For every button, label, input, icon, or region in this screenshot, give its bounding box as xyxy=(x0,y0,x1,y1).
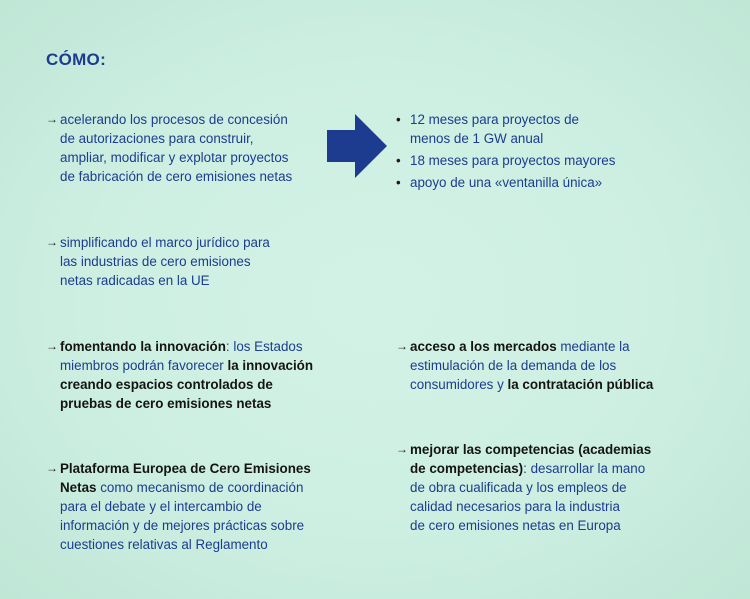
markets-text-1: mediante la xyxy=(556,339,630,354)
arrow-marker-icon: → xyxy=(396,442,408,456)
item-accelerate-line-3: ampliar, modificar y explotar proyectos xyxy=(60,150,289,165)
markets-emphasis: la contratación pública xyxy=(507,377,654,392)
item-platform xyxy=(46,459,311,554)
arrow-marker-icon: → xyxy=(46,235,58,249)
item-innovation xyxy=(46,337,314,413)
right-arrow-icon xyxy=(327,114,387,178)
bullet-1-line-2: menos de 1 GW anual xyxy=(410,131,544,146)
bullet-1-line-1: 12 meses para proyectos de xyxy=(410,112,579,127)
item-markets xyxy=(396,337,654,394)
innovation-heading: fomentando la innovación xyxy=(60,339,226,354)
arrow-marker-icon: → xyxy=(46,112,58,126)
markets-line-1 xyxy=(410,337,653,356)
markets-text-3: consumidores y xyxy=(410,377,508,392)
item-skills xyxy=(396,440,652,535)
markets-heading: acceso a los mercados xyxy=(410,339,557,354)
platform-line-3: para el debate y el intercambio de xyxy=(60,499,262,514)
arrow-marker-icon: → xyxy=(396,339,408,353)
skills-line-3: de obra cualificada y los empleos de xyxy=(410,480,627,495)
item-simplify xyxy=(46,233,270,290)
list-item xyxy=(396,173,615,192)
platform-line-2 xyxy=(60,478,311,497)
bullet-icon: • xyxy=(396,112,401,127)
item-accelerate-line-1: acelerando los procesos de concesión xyxy=(60,112,288,127)
bullet-2-line-1: 18 meses para proyectos mayores xyxy=(410,153,616,168)
bullet-icon: • xyxy=(396,175,401,190)
innovation-emphasis: la innovación xyxy=(227,358,314,373)
skills-heading-end: de competencias) xyxy=(410,461,524,476)
skills-line-5: de cero emisiones netas en Europa xyxy=(410,518,621,533)
markets-line-2: estimulación de la demanda de los xyxy=(410,358,617,373)
innovation-text-2: miembros podrán favorecer xyxy=(60,358,228,373)
item-simplify-line-2: las industrias de cero emisiones xyxy=(60,254,251,269)
item-accelerate-line-2: de autorizaciones para construir, xyxy=(60,131,254,146)
markets-line-3 xyxy=(410,375,653,394)
bullet-icon: • xyxy=(396,153,401,168)
skills-line-1: mejorar las competencias (academias xyxy=(410,442,652,457)
item-simplify-line-1: simplificando el marco jurídico para xyxy=(60,235,270,250)
skills-line-4: calidad necesarios para la industria xyxy=(410,499,620,514)
platform-text-2: como mecanismo de coordinación xyxy=(96,480,304,495)
arrow-marker-icon: → xyxy=(46,339,58,353)
platform-line-1: Plataforma Europea de Cero Emisiones xyxy=(60,461,311,476)
innovation-text-1: : los Estados xyxy=(225,339,303,354)
platform-line-4: información y de mejores prácticas sobre xyxy=(60,518,305,533)
skills-text-2: : desarrollar la mano xyxy=(523,461,646,476)
deadline-list xyxy=(396,110,615,195)
platform-heading-end: Netas xyxy=(60,480,97,495)
list-item xyxy=(396,110,615,148)
skills-line-2 xyxy=(410,459,651,478)
innovation-line-4: pruebas de cero emisiones netas xyxy=(60,396,272,411)
innovation-line-2 xyxy=(60,356,313,375)
item-accelerate-line-4: de fabricación de cero emisiones netas xyxy=(60,169,293,184)
list-item xyxy=(396,151,615,170)
platform-line-5: cuestiones relativas al Reglamento xyxy=(60,537,268,552)
arrow-marker-icon: → xyxy=(46,461,58,475)
item-simplify-line-3: netas radicadas en la UE xyxy=(60,273,210,288)
item-accelerate xyxy=(46,110,293,186)
bullet-3-line-1: apoyo de una «ventanilla única» xyxy=(410,175,603,190)
page-title: CÓMO: xyxy=(46,50,107,69)
innovation-line-1 xyxy=(60,337,313,356)
innovation-line-3: creando espacios controlados de xyxy=(60,377,273,392)
